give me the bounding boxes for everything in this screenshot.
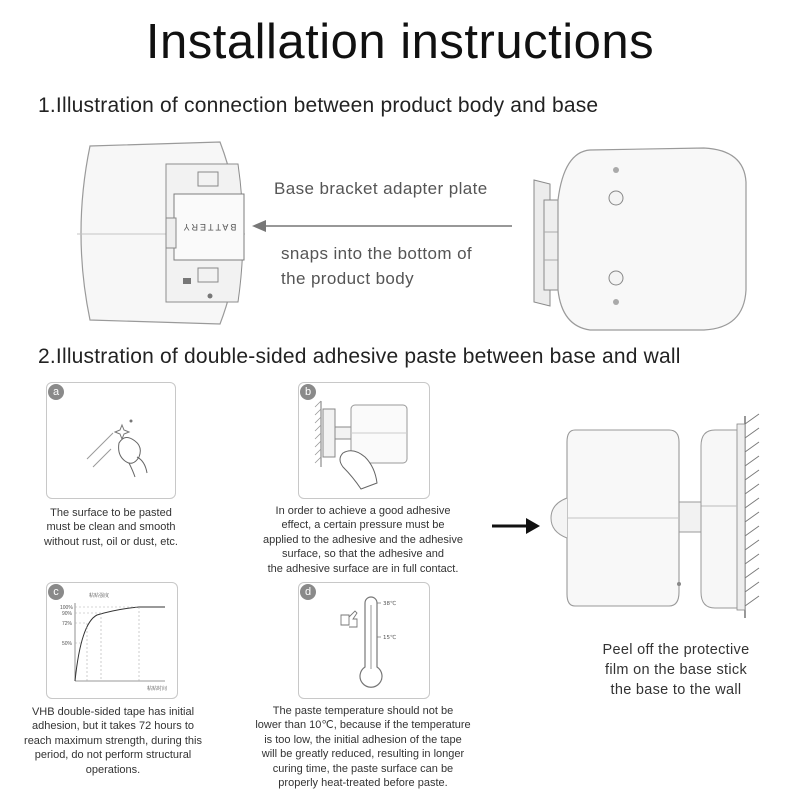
temp-high-label: 38℃ [383,601,397,607]
caption-line: Peel off the protective [602,642,750,658]
snap-arrow [250,220,520,232]
step-a-badge: a [48,384,64,400]
tick-100: 100% [60,605,73,611]
step-c-caption [18,705,208,777]
battery-label [182,222,237,232]
caption-line: The paste temperature should not be [272,705,454,717]
caption-line: surface, so that the adhesive and [281,548,445,561]
tick-50: 50% [62,641,73,647]
caption-line: In order to achieve a good adhesive [275,505,451,517]
chart-ylabel: 粘贴强度 [89,593,110,599]
caption-line: reach maximum strength, during this [24,734,202,747]
caption-line: will be greatly reduced, resulting in longer [261,748,465,761]
caption-line: lower than 10℃, because if the temperature [255,719,471,732]
step-d-caption [243,704,483,790]
thermometer-icon [299,583,429,698]
tick-72: 72% [62,621,73,627]
caption-line: adhesion, but it takes 72 hours to [31,720,195,733]
caption-line: operations. [85,763,141,776]
step-b-badge: b [300,384,316,400]
cleaning-hand-icon [77,411,157,481]
caption-line: is too low, the initial adhesion of the tape [264,733,462,746]
caption-line: properly heat-treated before paste. [278,777,448,790]
mounted-product-illustration [545,412,775,622]
step-a-card [46,382,176,499]
pressing-hand-icon [313,397,423,492]
final-caption [576,640,776,700]
result-arrow [492,518,542,534]
caption-line: without rust, oil or dust, etc. [44,535,178,548]
step-c-card [46,582,178,699]
caption-line: the base to the wall [610,682,742,698]
step-b-card [298,382,430,499]
tick-90: 90% [62,611,73,617]
caption-line: must be clean and smooth [46,521,176,534]
snaps-label-line1: snaps into the bottom of [281,244,473,263]
page-title: Installation instructions [145,15,655,69]
temp-low-label: 15℃ [383,635,397,641]
step-c-badge: c [48,584,64,600]
caption-line: VHB double-sided tape has initial [31,706,195,718]
snaps-label-line2: the product body [281,269,415,288]
caption-line: effect, a certain pressure must be [281,519,445,532]
svg-text:BATTERY: BATTERY [181,222,237,232]
caption-line: applied to the adhesive and the adhesive [263,533,463,546]
caption-line: curing time, the paste surface can be [272,762,454,775]
chart-xlabel: 粘贴时间 [147,686,168,692]
step-a-caption [26,506,196,549]
section2-heading: 2.Illustration of double-sided adhesive paste between base and wall [38,345,681,368]
caption-line: the adhesive surface are in full contact. [267,562,459,575]
caption-line: period, do not perform structural [34,749,192,762]
caption-line: film on the base stick [605,662,747,678]
adhesion-curve-chart [47,583,177,698]
section1-heading: 1.Illustration of connection between product body and base [38,94,599,117]
step-d-card [298,582,430,699]
step-d-badge: d [300,584,316,600]
caption-line: The surface to be pasted [50,507,172,519]
base-bracket-illustration [524,140,769,335]
product-body-illustration [70,138,270,328]
base-bracket-label: Base bracket adapter plate [274,179,488,198]
step-b-caption [243,504,483,576]
